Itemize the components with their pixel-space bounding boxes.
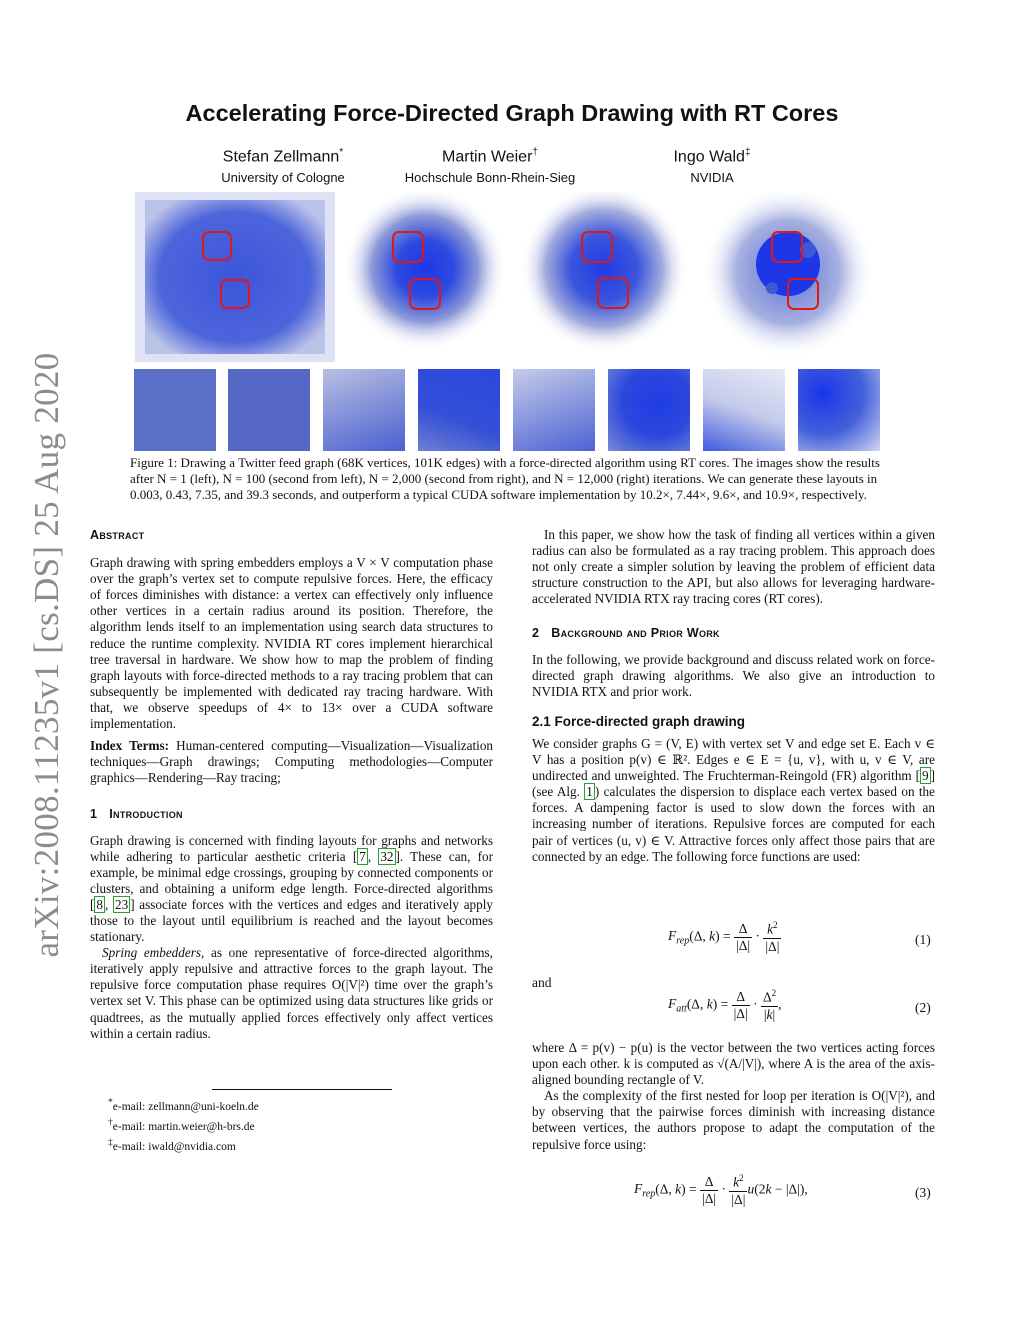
- figure-caption: Figure 1: Drawing a Twitter feed graph (68K vertices, 101K edges) with a force-directed algorithm using RT cores. The images show the results after N = 1 (left), N = 100 (second from left), N = 2,000 (second from right), and N = 12,000 (right) iterations. We can generate these layouts in 0.003, 0.43, 7.35, and 39.3 seconds, and outperform a typical CUDA software implementation by 10.2×, 7.44×, 9.6×, and 10.9×, respectively.: [130, 455, 880, 502]
- author-2: [390, 147, 590, 185]
- equation-2: $F_{att}(\Delta$, k) = $\frac{\Delta}{|\Delta|}$ · $\frac{\Delta^2}{|k|}$ ,: [668, 988, 782, 1022]
- equation-1: $F_{rep}(\Delta$, k) = $\frac{\Delta}{|\Delta|}$ · $\frac{k^2}{|\Delta|}$: [668, 920, 780, 954]
- citation-link[interactable]: 32: [380, 848, 394, 864]
- citation-link[interactable]: 9: [922, 768, 929, 784]
- abstract-text: Graph drawing with spring embedders employs a V × V computation phase over the graph’s vertex set to compute repulsive forces. Here, the efficacy of forces diminishes with distance: a vertex can effectively only influence other vertices in a certain radius around its position. Therefore, the algorithm lends itself to an implementation using search data structures to reduce the runtime complexity. NVIDIA RT cores implement hierarchical tree traversal in hardware. We show how to map the problem of finding graph layouts with force-directed methods to a ray tracing problem that can subsequently be implemented with dedicated ray tracing hardware. With that, we observe speedups of 4× to 13× over a CUDA software implementation.: [90, 555, 493, 732]
- citation-link[interactable]: 8: [96, 896, 103, 912]
- intro-paragraph-3: In this paper, we show how the task of finding all vertices within a given radius can also be formulated as a ray tracing problem. This approach does not only create a simpler solution by leaving the problem of efficient data structure construction to the API, but also allows for leveraging hardware-accelerated NVIDIA RTX ray tracing cores (RT cores).: [532, 527, 935, 607]
- citation-link[interactable]: 23: [115, 896, 129, 912]
- author-mark: ‡: [744, 147, 751, 158]
- zoom-inset: [798, 369, 880, 451]
- graph-layout-n1: [135, 192, 335, 362]
- author-affiliation: Hochschule Bonn-Rhein-Sieg: [404, 170, 576, 186]
- zoom-inset: [608, 369, 690, 451]
- author-1: [183, 147, 383, 185]
- footnote: ‡e-mail: iwald@nvidia.com: [108, 1136, 236, 1153]
- algorithm-link[interactable]: 1: [586, 784, 593, 800]
- zoom-inset: [513, 369, 595, 451]
- arxiv-id: arXiv:2008.11235v1 [cs.DS] 25 Aug 2020: [27, 352, 66, 958]
- intro-paragraph-1: Graph drawing is concerned with finding layouts for graphs and networks while adhering to particular aesthetic criteria [ 7 , 32 ]. These can, for example, be minimal edge crossings, grouping by connected components or clusters, and obtaining a uniform edge length. Force-directed algorithms [ 8 , 23 ] associate forces with the vertices and edges and iteratively apply those to the layout until equilibrium is reached and the layout becomes stationary.: [90, 832, 494, 945]
- right-column: [532, 527, 935, 865]
- author-name: Martin Weier: [442, 148, 533, 166]
- abstract-heading: Abstract: [90, 528, 145, 542]
- author-mark: †: [532, 147, 538, 158]
- where-paragraph: where Δ = p(v) − p(u) is the vector between the two vertices acting forces upon each other. k is computed as √(A/|V|), where A is the area of the axis-aligned bounding rectangle of V.: [532, 1040, 935, 1088]
- paper-title: Accelerating Force-Directed Graph Drawing with RT Cores: [185, 100, 839, 126]
- zoom-inset: [323, 369, 405, 451]
- citation-link[interactable]: 7: [359, 848, 366, 864]
- footnote-rule: [212, 1089, 392, 1090]
- graph-layout-n100: [340, 192, 515, 362]
- equation-1-number: (1): [915, 932, 931, 947]
- subsection-2-1-heading: 2.1 Force-directed graph drawing: [532, 713, 746, 729]
- section-2-heading: 2 Background and Prior Work: [532, 626, 720, 641]
- author-mark: *: [339, 147, 344, 158]
- equation-3-number: (3): [915, 1185, 931, 1200]
- index-terms: Index Terms: Human-centered computing—Visualization—Visualization techniques—Graph drawings; Computing methodologies—Computer graphics—Rendering—Ray tracing;: [90, 738, 494, 786]
- subsection-2-1-text: We consider graphs G = (V, E) with vertex set V and edge set E. Each v ∈ V has a position p(v) ∈ ℝ². Edges e ∈ E = {u, v}, with u, v ∈ V, are undirected and unweighted. The Fruchterman-Reingold (FR) algorithm [ 9 ] (see Alg. 1 ) calculates the dispersion to displace each vertex based on the forces. A dampening factor is used to slow down the forces with an increasing number of iterations. Repulsive forces are computed for each pair of vertices (u, v) ∈ V. Attractive forces only affect those pairs that are connected by an edge. The following force functions are used:: [532, 735, 935, 864]
- intro-paragraph-2: Spring embedders, as one representative of force-directed algorithms, iteratively apply repulsive and attractive forces to the graph layout. The repulsive force computation phase requires O(|V|²) time over the graph’s vertex set V. This phase can be optimized using data structures like grids or quadtrees, as the mutually applied forces effectively only affect vertices within a certain radius.: [90, 945, 493, 1041]
- footnote: *e-mail: zellmann@uni-koeln.de: [108, 1097, 259, 1113]
- equation-2-number: (2): [915, 1000, 931, 1015]
- zoom-inset: [703, 369, 785, 451]
- complexity-paragraph: As the complexity of the first nested for loop per iteration is O(|V|²), and by observing that the pairwise forces diminish with increasing distance between vertices, the authors propose to adapt the computation of the repulsive force using:: [532, 1088, 935, 1152]
- right-column-lower: [532, 1040, 935, 1153]
- section-1-heading: 1 Introduction: [90, 807, 183, 822]
- footnotes: [108, 1095, 259, 1154]
- author-affiliation: University of Cologne: [221, 170, 345, 186]
- footnote: †e-mail: martin.weier@h-brs.de: [108, 1116, 255, 1133]
- and-text: and: [532, 975, 552, 990]
- zoom-inset: [134, 369, 216, 451]
- arxiv-stamp: [0, 0, 70, 1325]
- author-name: Ingo Wald: [673, 148, 745, 166]
- author-3: [612, 147, 812, 185]
- zoom-inset: [418, 369, 500, 451]
- zoom-inset: [228, 369, 310, 451]
- equation-3: $F_{rep}(\Delta$, k) = $\frac{\Delta}{|\Delta|}$ · $\frac{k^2}{|\Delta|}$ u(2k − |Δ|),: [634, 1173, 808, 1207]
- left-column: [90, 527, 493, 1042]
- graph-layout-n12000: [700, 192, 875, 362]
- graph-layout-n2000: [518, 192, 693, 362]
- section-2-text: In the following, we provide background and discuss related work on force-directed graph drawing algorithms. We also give an introduction to NVIDIA RTX and prior work.: [532, 651, 935, 699]
- author-affiliation: NVIDIA: [690, 170, 734, 186]
- author-name: Stefan Zellmann: [222, 148, 340, 166]
